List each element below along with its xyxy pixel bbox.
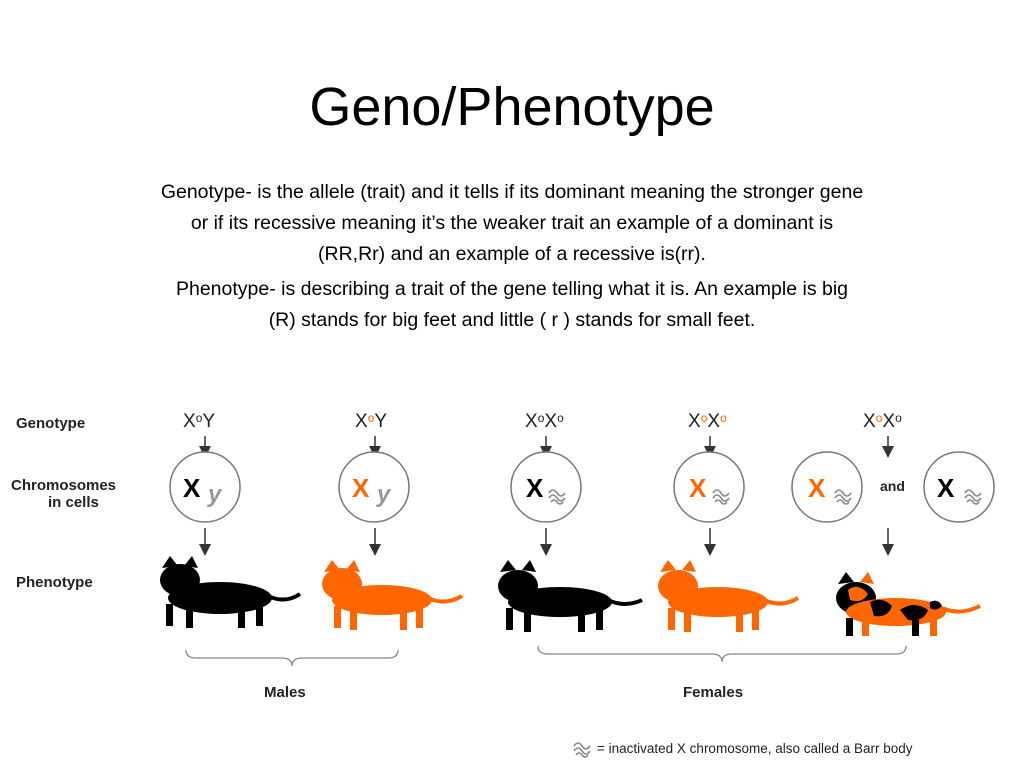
- row-label-phenotype: Phenotype: [16, 574, 93, 591]
- genotype-label: $X^oX^o$: [525, 411, 564, 432]
- x-chromosome: X: [183, 473, 201, 503]
- x-chromosome: X: [352, 473, 370, 503]
- x-chromosome: X: [526, 473, 544, 503]
- column-orange-male: [322, 411, 462, 630]
- males-brace: [186, 650, 398, 666]
- phenotype-paragraph: Phenotype- is describing a trait of the gene telling what it is. An example is big (R) stands for big feet and little ( r ) stands for small feet.: [175, 278, 849, 331]
- row-label-chromosomes: Chromosomes: [11, 477, 117, 494]
- calico-cat-icon: [836, 572, 980, 636]
- row-label-in-cells: in cells: [48, 494, 99, 511]
- y-chromosome: y: [377, 481, 391, 508]
- cell-circle: [511, 452, 581, 522]
- cell-circle: [170, 452, 240, 522]
- y-chromosome: y: [208, 481, 222, 508]
- males-label: Males: [264, 684, 306, 701]
- orange-cat-icon: [322, 560, 462, 630]
- genotype-label: $X^oX^o$: [688, 411, 727, 432]
- females-brace: [538, 646, 906, 662]
- black-cat-icon: [160, 556, 300, 628]
- x-chromosome-black: X: [937, 473, 955, 503]
- column-orange-female: [658, 411, 798, 632]
- row-label-genotype: Genotype: [16, 415, 86, 432]
- and-label: and: [880, 478, 905, 494]
- column-calico-female: [792, 411, 994, 636]
- cell-circle: [339, 452, 409, 522]
- black-cat-icon: [498, 560, 642, 632]
- cell-circle-left: [792, 452, 862, 522]
- barr-body-legend-icon: [574, 743, 590, 757]
- column-black-female: [498, 411, 642, 632]
- genotype-label: $X^oX^o$: [863, 411, 902, 432]
- calico-cat-diagram: [0, 400, 1024, 768]
- slide-body: [160, 177, 864, 340]
- orange-cat-icon: [658, 560, 798, 632]
- cell-circle: [674, 452, 744, 522]
- x-chromosome: X: [689, 473, 707, 503]
- females-label: Females: [683, 684, 744, 701]
- legend-text: = inactivated X chromosome, also called a Barr body: [597, 741, 913, 756]
- genotype-label: $X^oY$: [183, 411, 216, 432]
- x-chromosome-orange: X: [808, 473, 826, 503]
- slide-title: Geno/Phenotype: [309, 77, 715, 137]
- column-black-male: [160, 411, 300, 628]
- genotype-paragraph: Genotype- is the allele (trait) and it tells if its dominant meaning the stronger gene or if its recessive meaning it’s the weaker trait an example of a dominant is (RR,Rr) and an example of a recessive is(rr).: [160, 181, 864, 265]
- cell-circle-right: [924, 452, 994, 522]
- genotype-label: $X^oY$: [355, 411, 388, 432]
